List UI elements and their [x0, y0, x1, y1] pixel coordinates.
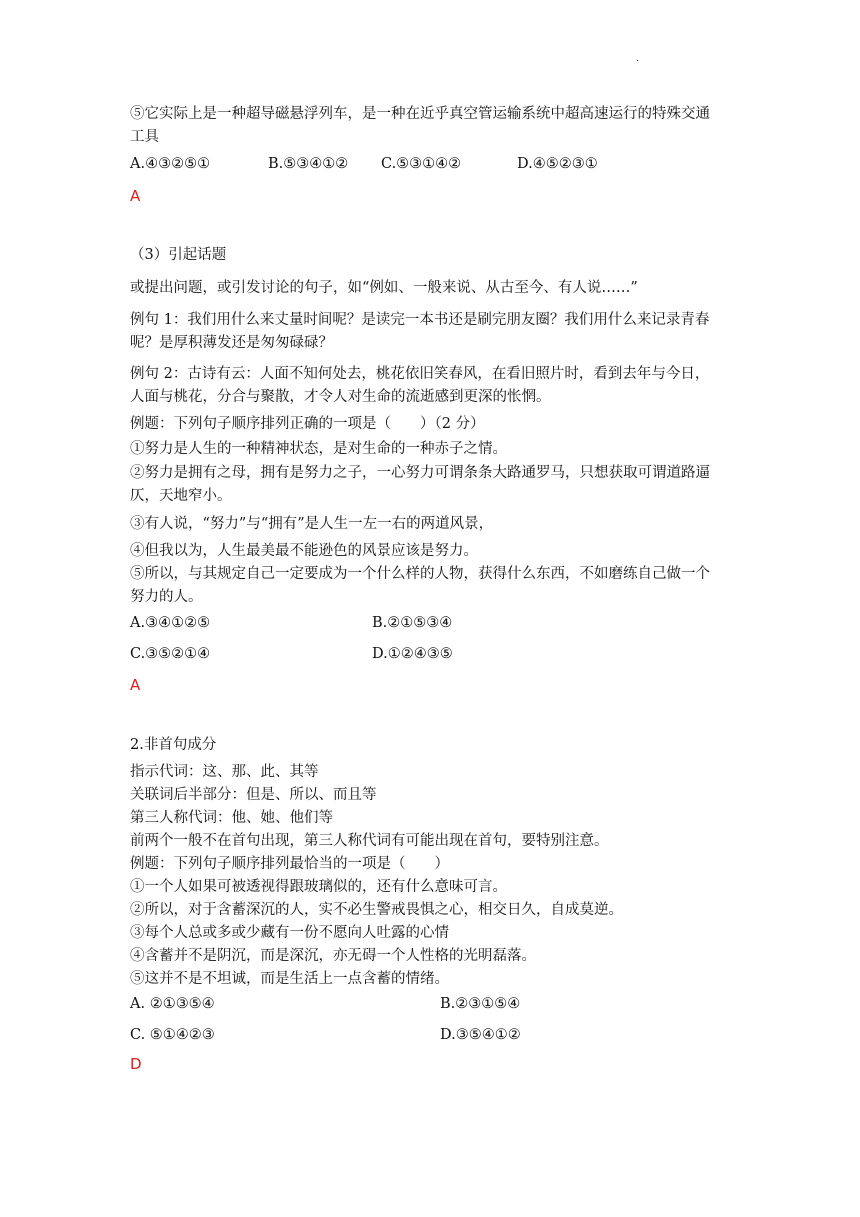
- sentence-5: ⑤这并不是不坦诚，而是生活上一点含蓄的情绪。: [130, 971, 449, 987]
- page-mark: ·: [636, 56, 640, 67]
- example-2-line-1: 例句 2：古诗有云：人面不知何处去，桃花依旧笑春风，在看旧照片时，看到去年与今日，: [130, 366, 710, 382]
- option-d: D.①②④③⑤: [372, 646, 453, 662]
- sentence-3: ③每个人总或多或少藏有一份不愿向人吐露的心情: [130, 925, 449, 941]
- answer: A: [130, 676, 141, 694]
- sentence-4: ④含蓄并不是阴沉，而是深沉，亦无碍一个人性格的光明磊落。: [130, 948, 536, 964]
- option-c: C.③⑤②①④: [130, 646, 211, 662]
- sentence-5-line-2: 努力的人。: [130, 589, 203, 605]
- sentence-2-line-2: 仄，天地窄小。: [130, 488, 232, 504]
- sentence-5-line-1: ⑤所以，与其规定自己一定要成为一个什么样的人物，获得什么东西，不如磨练自己做一个: [130, 566, 710, 582]
- answer: D: [130, 1055, 142, 1073]
- option-c: C.⑤③①④②: [381, 156, 462, 172]
- sentence-2: ②所以，对于含蓄深沉的人，实不必生警戒畏惧之心，相交日久，自成莫逆。: [130, 902, 623, 918]
- option-d: D.④⑤②③①: [517, 156, 598, 172]
- option-b: B.②③①⑤④: [440, 996, 521, 1012]
- answer: A: [130, 187, 141, 205]
- sentence-1: ①一个人如果可被透视得跟玻璃似的，还有什么意味可言。: [130, 879, 507, 895]
- option-b: B.⑤③④①②: [268, 156, 349, 172]
- option-a: A.③④①②⑤: [130, 615, 211, 631]
- rule-line-2: 关联词后半部分：但是、所以、而且等: [130, 787, 377, 803]
- rule-line-3: 第三人称代词：他、她、他们等: [130, 810, 333, 826]
- question: 例题：下列句子顺序排列正确的一项是（ ）（2 分）: [130, 416, 485, 432]
- rule-line-4: 前两个一般不在首句出现，第三人称代词有可能出现在首句，要特别注意。: [130, 833, 609, 849]
- option-a: A. ②①③⑤④: [130, 996, 215, 1012]
- example-2-line-2: 人面与桃花，分合与聚散，才令人对生命的流逝感到更深的怅惘。: [130, 389, 551, 405]
- section-heading: 2.非首句成分: [130, 737, 217, 753]
- rule-line-1: 指示代词：这、那、此、其等: [130, 764, 319, 780]
- option-c: C. ⑤①④②③: [130, 1027, 215, 1043]
- sentence-5-line-1: ⑤它实际上是一种超导磁悬浮列车，是一种在近乎真空管运输系统中超高速运行的特殊交通: [130, 106, 710, 122]
- example-1-line-2: 呢？是厚积薄发还是匆匆碌碌？: [130, 335, 333, 351]
- example-1-line-1: 例句 1：我们用什么来丈量时间呢？是读完一本书还是刷完朋友圈？我们用什么来记录青春: [130, 312, 710, 328]
- option-d: D.③⑤④①②: [440, 1027, 521, 1043]
- section-heading: （3）引起话题: [130, 247, 227, 263]
- sentence-3: ③有人说，“努力”与“拥有”是人生一左一右的两道风景，: [130, 516, 494, 532]
- question: 例题：下列句子顺序排列最恰当的一项是（ ）: [130, 856, 449, 872]
- intro-text: 或提出问题，或引发讨论的句子，如“例如、一般来说、从古至今、有人说……”: [130, 280, 638, 296]
- sentence-5-line-2: 工具: [130, 129, 159, 145]
- sentence-2-line-1: ②努力是拥有之母，拥有是努力之子，一心努力可谓条条大路通罗马，只想获取可谓道路逼: [130, 465, 710, 481]
- sentence-4: ④但我以为，人生最美最不能逊色的风景应该是努力。: [130, 543, 478, 559]
- sentence-1: ①努力是人生的一种精神状态，是对生命的一种赤子之情。: [130, 441, 507, 457]
- option-a: A.④③②⑤①: [130, 156, 211, 172]
- option-b: B.②①⑤③④: [372, 615, 453, 631]
